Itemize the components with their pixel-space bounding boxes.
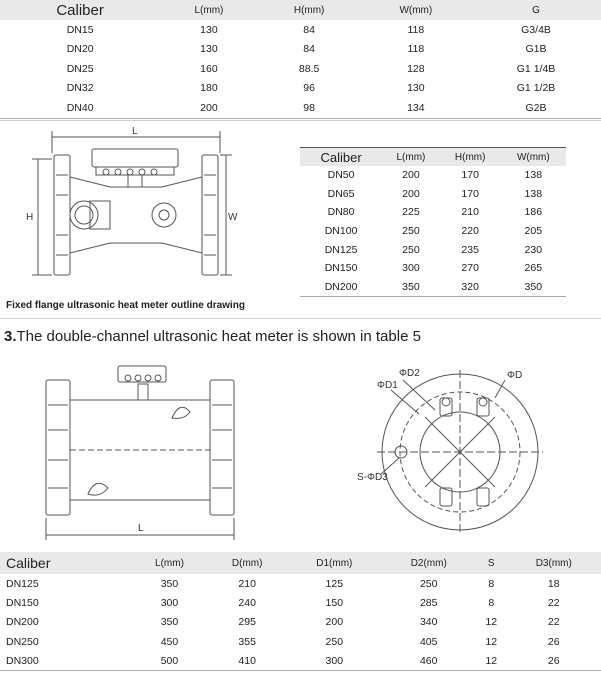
table-cell: 405 [419, 635, 438, 648]
table-cell: 500 [132, 651, 208, 671]
table-cell: 134 [361, 98, 471, 118]
table-cell: 300 [160, 596, 179, 609]
table-cell: 118 [407, 23, 425, 36]
table-cell: 250 [325, 635, 344, 648]
table-cell: 125 [325, 577, 344, 590]
table-cell: 186 [524, 206, 543, 219]
right-flange [210, 380, 234, 515]
table-cell: 98 [258, 98, 361, 118]
column-header: H(mm) [454, 151, 486, 163]
table-cell: DN100 [324, 225, 358, 238]
table-cell: 270 [461, 262, 479, 275]
table-cell: 18 [547, 577, 560, 590]
table-row [300, 278, 566, 297]
table-row [0, 613, 601, 632]
table-cell: 130 [200, 43, 218, 56]
table-cell: 355 [238, 635, 256, 648]
table-cell: 285 [419, 596, 438, 609]
table-cell: 300 [402, 262, 420, 275]
column-header: W(mm) [516, 151, 550, 163]
column-header: L(mm) [396, 151, 426, 163]
left-flange [54, 155, 70, 275]
table-row [0, 98, 601, 118]
column-header: D1(mm) [316, 557, 353, 569]
table-cell: 200 [160, 98, 257, 118]
dim-label-L: L [138, 523, 144, 534]
table-cell: 12 [476, 651, 507, 671]
double-channel-side-drawing [38, 360, 258, 545]
table-cell: 130 [200, 23, 218, 36]
table-row [0, 79, 601, 99]
table-row [0, 574, 601, 593]
table-cell: 200 [402, 187, 420, 200]
table-cell: DN20 [66, 43, 94, 56]
table-cell: 225 [402, 206, 420, 219]
table-cell: 22 [547, 596, 560, 609]
table-cell: 26 [507, 651, 601, 671]
table-cell: G3/4B [521, 23, 551, 36]
right-flange [202, 155, 218, 275]
transducer-left [70, 201, 98, 229]
table-cell: DN200 [6, 616, 39, 629]
separator [0, 120, 601, 121]
table-cell: 118 [407, 43, 425, 56]
table-cell: 320 [440, 278, 501, 297]
table-cell: 26 [547, 635, 560, 648]
table-cell: 138 [524, 169, 543, 182]
table-cell: 96 [303, 82, 315, 95]
table-row [0, 593, 601, 612]
double-channel-table [0, 552, 601, 671]
table-cell: 450 [160, 635, 179, 648]
table-cell: 8 [488, 577, 495, 590]
table-row [300, 240, 566, 259]
section-number: 3. [4, 328, 17, 345]
table-cell: 340 [419, 616, 438, 629]
table-cell: 12 [485, 635, 498, 648]
table-row [0, 632, 601, 651]
table-cell: DN150 [324, 262, 358, 275]
table-cell: 250 [402, 225, 420, 238]
table-cell: 200 [325, 616, 344, 629]
table-cell: DN15 [66, 23, 94, 36]
table-cell: 350 [160, 577, 179, 590]
table-row [0, 59, 601, 79]
table-cell: DN50 [327, 169, 355, 182]
column-header: L(mm) [194, 4, 224, 16]
column-header: Caliber [56, 1, 104, 19]
table-cell: 240 [238, 596, 256, 609]
dim-label-H: H [26, 212, 34, 223]
column-header: S [487, 557, 495, 569]
column-header: H(mm) [293, 4, 325, 16]
table-cell: DN150 [6, 596, 39, 609]
column-header: Caliber [6, 555, 51, 571]
table-cell: 8 [488, 596, 495, 609]
table-cell: 138 [524, 187, 543, 200]
double-channel-front-drawing [355, 362, 565, 537]
dim-label-D2: ΦD2 [399, 368, 420, 379]
table-cell: 170 [461, 169, 479, 182]
table-cell: 88.5 [298, 62, 320, 75]
table-cell: 84 [303, 23, 315, 36]
dim-label-D1: ΦD1 [377, 380, 398, 391]
dim-label-W: W [228, 212, 238, 223]
table-cell: 230 [524, 243, 543, 256]
column-header: D(mm) [231, 557, 263, 569]
table-cell: 128 [407, 62, 425, 75]
column-header: G [532, 4, 540, 16]
table-cell: DN200 [300, 278, 382, 297]
small-caliber-table [0, 0, 601, 119]
table-cell: 210 [461, 206, 479, 219]
table-row [0, 20, 601, 40]
table-row [300, 203, 566, 222]
transducer-bottom-right [477, 488, 489, 506]
table-cell: DN300 [0, 651, 132, 671]
separator [0, 318, 601, 319]
table-cell: DN80 [327, 206, 355, 219]
table-cell: DN125 [324, 243, 358, 256]
table-cell: G1 1/2B [516, 82, 556, 95]
table-header-row [300, 148, 566, 167]
table-cell: DN25 [66, 62, 94, 75]
table-cell: 295 [238, 616, 256, 629]
column-header: Caliber [320, 149, 362, 165]
table-row [0, 651, 601, 671]
table-row [0, 40, 601, 60]
table-cell: DN125 [6, 577, 39, 590]
table-cell: 22 [547, 616, 560, 629]
table-cell: 210 [238, 577, 256, 590]
transducer-right [152, 203, 176, 227]
table-cell: 250 [402, 243, 420, 256]
table-cell: 160 [200, 62, 218, 75]
table-cell: DN40 [0, 98, 160, 118]
table-cell: 410 [207, 651, 287, 671]
table-cell: 350 [160, 616, 179, 629]
table-cell: 460 [382, 651, 476, 671]
dim-label-L: L [132, 126, 138, 137]
transducer-upper [172, 407, 190, 418]
transducer-lower [88, 483, 108, 495]
table-cell: DN65 [327, 187, 355, 200]
drawing-caption: Fixed flange ultrasonic heat meter outline drawing [6, 300, 245, 311]
table-cell: 300 [287, 651, 381, 671]
flange-outline-drawing [20, 125, 270, 295]
table-cell: 220 [461, 225, 479, 238]
table-cell: G1B [525, 43, 547, 56]
table-cell: DN250 [6, 635, 39, 648]
column-header: D2(mm) [410, 557, 447, 569]
table-cell: 235 [461, 243, 479, 256]
table-row [300, 222, 566, 241]
left-flange [46, 380, 70, 515]
table-cell: DN32 [66, 82, 94, 95]
table-row [300, 259, 566, 278]
table-cell: 170 [461, 187, 479, 200]
table-header-row [0, 0, 601, 20]
table-cell: G2B [471, 98, 601, 118]
table-header-row [0, 552, 601, 574]
column-header: W(mm) [399, 4, 433, 16]
section-heading [4, 328, 421, 345]
table-cell: 265 [524, 262, 543, 275]
electronics-box [92, 149, 178, 167]
table-cell: 200 [402, 169, 420, 182]
table-cell: 84 [303, 43, 315, 56]
column-header: D3(mm) [535, 557, 572, 569]
dim-label-D: ΦD [507, 370, 523, 381]
dim-label-D3: S-ΦD3 [357, 472, 388, 483]
table-cell: 130 [407, 82, 425, 95]
table-cell: 12 [485, 616, 498, 629]
table-cell: 205 [524, 225, 543, 238]
table-row [300, 185, 566, 204]
table-row [300, 166, 566, 185]
table-cell: 350 [382, 278, 440, 297]
table-cell: G1 1/4B [516, 62, 556, 75]
table-cell: 350 [501, 278, 566, 297]
table-cell: 150 [325, 596, 344, 609]
column-header: L(mm) [155, 557, 184, 569]
section-title: The double-channel ultrasonic heat meter is shown in table 5 [16, 328, 421, 345]
table-cell: 250 [419, 577, 438, 590]
flange-table [300, 147, 566, 297]
table-cell: 180 [200, 82, 218, 95]
